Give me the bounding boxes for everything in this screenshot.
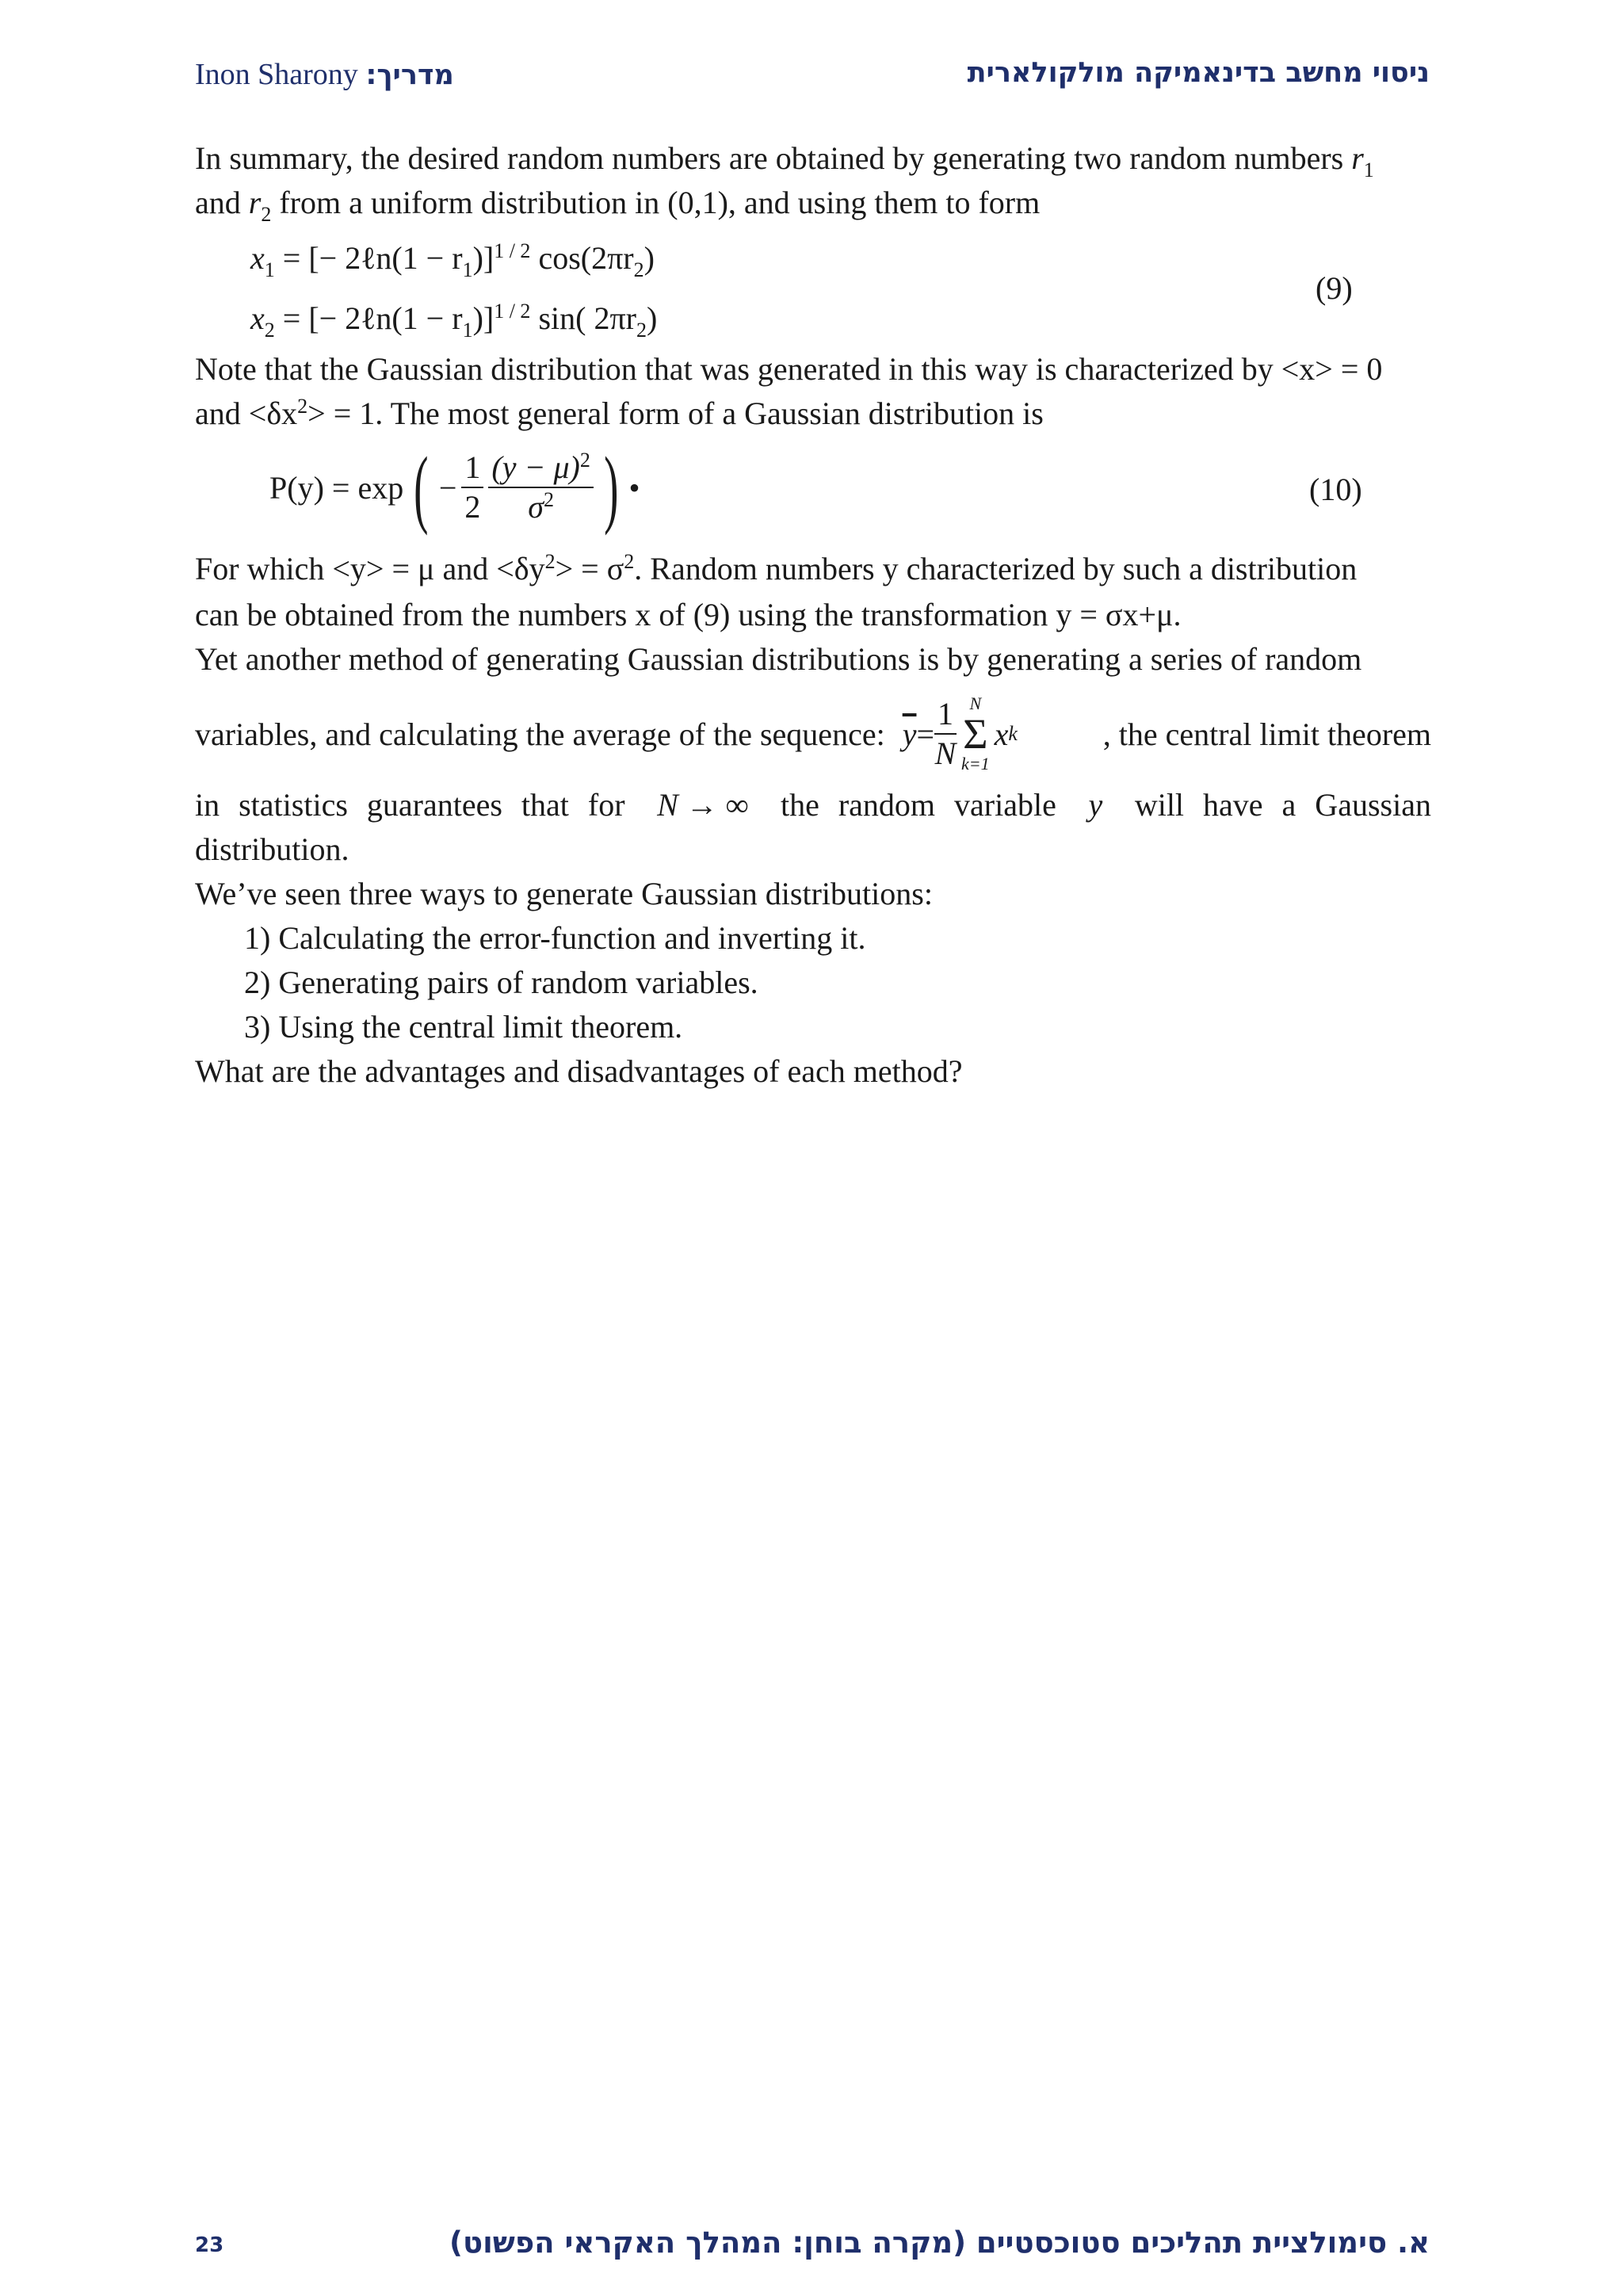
fraction-gauss (488, 449, 593, 526)
sum-upper: N (969, 693, 982, 713)
frac-num: 1 (461, 449, 483, 488)
var-y: y (1088, 787, 1103, 823)
paragraph-4-line-1: Yet another method of generating Gaussian distributions is by generating a series of random (195, 641, 1362, 677)
equation-10-number: (10) (1309, 472, 1362, 507)
eq-trig: sin( 2πr (530, 300, 636, 336)
text-run: . Random numbers y characterized by such a distribution (634, 551, 1358, 586)
text-run: For which <y> = μ and <δy (195, 551, 545, 586)
sup: 2 (624, 550, 635, 573)
frac-den: N (934, 735, 957, 771)
closing-question: What are the advantages and disadvantages of each method? (195, 1053, 963, 1089)
text-run: > = 1. The most general form of a Gaussian distribution is (307, 395, 1044, 431)
header-instructor (195, 57, 454, 92)
fraction-half (461, 449, 483, 526)
exponent: 1 / 2 (494, 300, 531, 323)
frac-num-text: (y − μ) (491, 449, 580, 485)
sub: 2 (633, 258, 644, 281)
sub: 1 (264, 258, 275, 281)
n-to-infinity: N → ∞ (657, 787, 749, 823)
paragraph-2-line-1: Note that the Gaussian distribution that was generated in this way is characterized by <x> = 0 (195, 351, 1383, 387)
paragraph-1-line-1 (195, 139, 1431, 181)
frac-den (488, 488, 593, 526)
text-run: and (195, 185, 249, 220)
page-number: 23 (195, 2233, 224, 2257)
paragraph-1-line-2 (195, 184, 1431, 226)
paren-right: ) (604, 439, 619, 536)
paragraph-2-line-2 (195, 395, 1431, 432)
equation-9-x2 (250, 300, 658, 342)
text-run: > = σ (555, 551, 624, 586)
sub: 2 (636, 319, 647, 342)
header-course-title: ניסוי מחשב בדינאמיקה מולקולארית (967, 57, 1430, 89)
equation-9-number: (9) (1316, 270, 1353, 306)
paragraph-4-line-2: variables, and calculating the average of the sequence: $\overline{y}$ = $\frac{1}{N}$ N Σ k=1 x k , the central limit theorem (195, 693, 1431, 774)
sup: 2 (544, 550, 556, 573)
text-run: In summary, the desired random numbers are obtained by generating two random numbers (195, 140, 1352, 176)
list-item: 2) Generating pairs of random variables. (244, 965, 758, 1000)
exponent: 1 / 2 (494, 239, 531, 262)
summation (961, 695, 990, 773)
sup: 2 (544, 488, 554, 511)
var-r2: r (248, 185, 262, 220)
text-run: the random variable (780, 787, 1056, 823)
sum-lower: k=1 (961, 754, 990, 774)
var-r1: r (1351, 140, 1364, 176)
paragraph-4-line-4: distribution. (195, 831, 349, 867)
frac-den: 2 (464, 489, 481, 525)
eq-sign: = (916, 716, 935, 752)
eq-body: = [− 2ℓn(1 − r (274, 300, 463, 336)
equation-9-x1 (250, 239, 655, 281)
paragraph-4-line-3 (195, 786, 1431, 823)
sum-sign: Σ (963, 710, 988, 758)
eq-end: ) (646, 300, 658, 336)
footer-chapter-title: א. סימולציית תהליכים סטוכסטיים (מקרה בוחן: המהלך האקראי הפשוט) (449, 2225, 1430, 2260)
eq-tail: • (628, 469, 640, 506)
sub: 1 (462, 258, 473, 281)
equation-10 (269, 439, 640, 536)
eq-close: )] (472, 300, 495, 336)
frac-num: 1 (934, 695, 957, 735)
eq-minus: − (438, 469, 457, 506)
sup: 2 (297, 395, 308, 418)
var-x: x (994, 716, 1009, 752)
sup: 2 (579, 449, 590, 472)
text-run: , the central limit theorem (1102, 716, 1431, 752)
sub: 1 (462, 319, 473, 342)
var-x: x (250, 240, 265, 276)
sub: 2 (264, 319, 275, 342)
eq-close: )] (472, 240, 495, 276)
var-ybar: $\overline{y}$ (902, 716, 917, 752)
text-run: variables, and calculating the average of the sequence: (195, 716, 885, 752)
sub-2: 2 (261, 203, 272, 226)
eq-end: ) (643, 240, 655, 276)
sigma: σ (528, 489, 544, 525)
eq-lhs: P(y) = exp (269, 469, 404, 506)
fraction-1-over-N (934, 695, 957, 773)
paragraph-5-intro: We’ve seen three ways to generate Gaussian distributions: (195, 876, 933, 911)
text-run: from a uniform distribution in (0,1), and using them to form (271, 185, 1041, 220)
header-instructor-label: :מדריך (365, 59, 454, 91)
text-run: in statistics guarantees that for (195, 787, 625, 823)
eq-trig: cos(2πr (530, 240, 634, 276)
var-x: x (250, 300, 265, 336)
list-item: 1) Calculating the error-function and inverting it. (244, 920, 866, 956)
text-run: will have a Gaussian (1134, 787, 1431, 823)
paragraph-3-line-2: can be obtained from the numbers x of (9) using the transformation y = σx+μ. (195, 597, 1182, 632)
sub-1: 1 (1363, 159, 1374, 181)
header-instructor-name: Inon Sharony (195, 58, 358, 91)
list-item: 3) Using the central limit theorem. (244, 1009, 683, 1045)
paren-left: ( (414, 439, 429, 536)
paragraph-3-line-1 (195, 550, 1431, 587)
text-run: and <δx (195, 395, 298, 431)
eq-body: = [− 2ℓn(1 − r (274, 240, 463, 276)
frac-num (488, 449, 593, 488)
